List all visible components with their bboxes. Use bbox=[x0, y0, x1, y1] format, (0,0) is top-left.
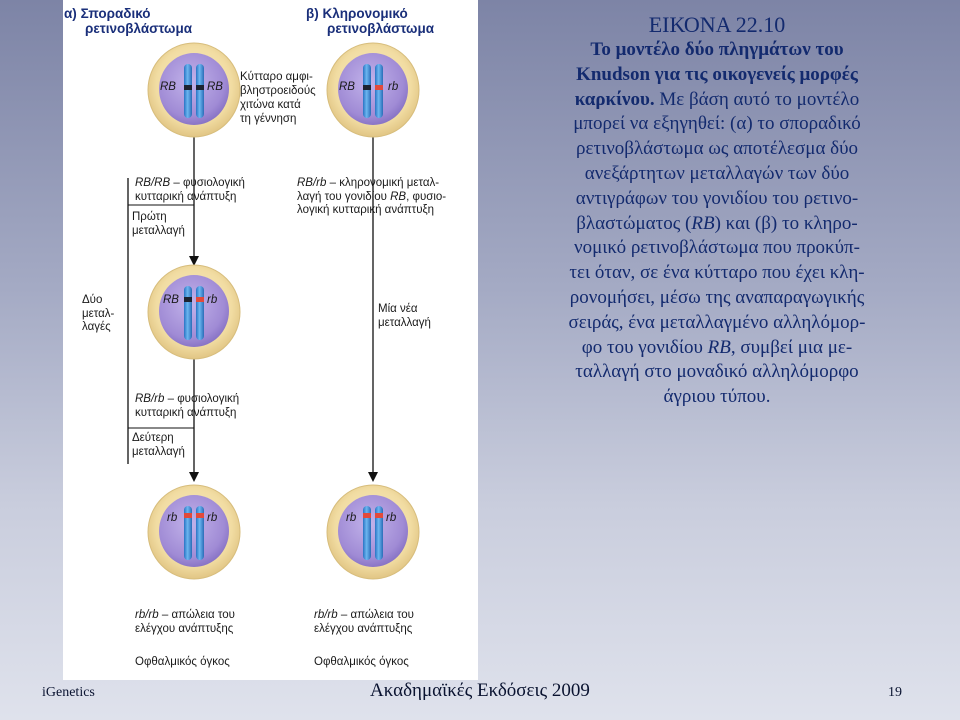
cell-a-mid bbox=[148, 265, 240, 359]
footer-brand: iGenetics bbox=[42, 685, 95, 700]
gene-label-a-mid-right: rb bbox=[207, 294, 218, 306]
result-b-tumor: Οφθαλμικός όγκος bbox=[314, 656, 409, 668]
figure-caption: ΕΙΚΟΝΑ 22.10 Το μοντέλο δύο πληγμάτων του Knudson για τις οικογενείς μορφές καρκίνου. Με βάση αυτό το μοντέλο μπορεί να εξηγηθεί: (α) το σποραδικό ρετινοβλάστωμα ως αποτέλεσμα δύο ανεξάρτητων μεταλλαγών των δύο αντιγράφων του γονιδίου του ρετινο- βλαστώματος (RB) και (β) το κληρο- νομικό ρετινοβλάστωμα που προκύπ- τει όταν, σε ένα κύτταρο που έχει κλη- ρονομήσει, μέσω της αναπαραγωγικής σειράς, ένα μεταλλαγμένο αλληλόμορ- φο του γονιδίου RB, συμβεί μια με- ταλλαγή στο μοναδικό αλληλόμορφο άγριου τύπου. bbox=[492, 12, 942, 410]
note-a-normal-growth-2: RB/rb – φυσιολογική κυτταρική ανάπτυξη bbox=[135, 393, 240, 419]
header-sporadic: α) Σποραδικό ρετινοβλάστωμα bbox=[64, 6, 193, 36]
note-b-inherited-mutation: RB/rb – κληρονομική μεταλ- λαγή του γονιδίου RB, φυσιο- λογική κυτταρική ανάπτυξη bbox=[297, 177, 447, 216]
gene-label-a-bottom-right: rb bbox=[207, 512, 218, 524]
second-mutation-label: Δεύτερη μεταλλαγή bbox=[132, 432, 185, 458]
arrow-a-bottom bbox=[189, 472, 199, 482]
cell-b-bottom bbox=[327, 485, 419, 579]
result-b-loss-of-control: rb/rb – απώλεια του ελέγχου ανάπτυξης bbox=[314, 609, 414, 635]
gene-label-a-top-left: RB bbox=[160, 81, 176, 93]
cell-at-birth-note: Κύτταρο αμφι- βληστροειδούς χιτώνα κατά τη γέννηση bbox=[240, 71, 316, 125]
first-mutation-label: Πρώτη μεταλλαγή bbox=[132, 211, 185, 237]
result-a-tumor: Οφθαλμικός όγκος bbox=[135, 656, 230, 668]
one-new-mutation-label: Μία νέα μεταλλαγή bbox=[378, 303, 431, 329]
gene-label-b-top-left: RB bbox=[339, 81, 355, 93]
gene-label-a-mid-left: RB bbox=[163, 294, 179, 306]
gene-label-b-top-right: rb bbox=[388, 81, 399, 93]
header-hereditary: β) Κληρονομικό ρετινοβλάστωμα bbox=[306, 6, 435, 36]
caption-title: ΕΙΚΟΝΑ 22.10 bbox=[648, 12, 786, 37]
note-a-normal-growth-1: RB/RB – φυσιολογική κυτταρική ανάπτυξη bbox=[135, 177, 245, 203]
result-a-loss-of-control: rb/rb – απώλεια του ελέγχου ανάπτυξης bbox=[135, 609, 235, 635]
gene-label-a-top-right: RB bbox=[207, 81, 223, 93]
gene-label-b-bottom-right: rb bbox=[386, 512, 397, 524]
gene-label-a-bottom-left: rb bbox=[167, 512, 178, 524]
arrow-b-bottom bbox=[368, 472, 378, 482]
two-mutations-label: Δύο μεταλ- λαγές bbox=[82, 294, 115, 333]
cell-a-bottom bbox=[148, 485, 240, 579]
footer-page-number: 19 bbox=[888, 685, 902, 700]
gene-label-b-bottom-left: rb bbox=[346, 512, 357, 524]
footer-publisher: Ακαδημαϊκές Εκδόσεις 2009 bbox=[370, 680, 590, 701]
